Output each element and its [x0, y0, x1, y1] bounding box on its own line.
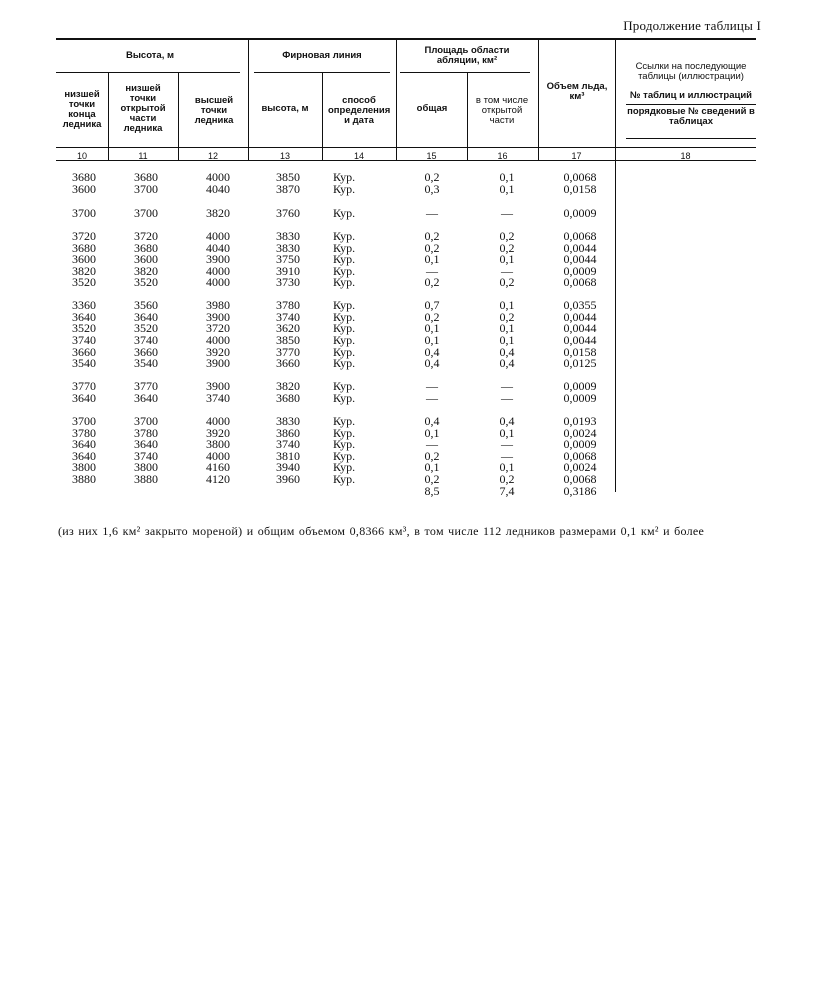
table-cell-c12: 3720 [206, 321, 230, 335]
table-cell-c10: 3720 [72, 229, 96, 243]
column-number: 12 [207, 151, 218, 161]
table-cell-c10: 3540 [72, 356, 96, 370]
table-cell-c13: 3680 [276, 391, 300, 405]
table-cell-c17: 0,0009 [563, 264, 597, 278]
column-number: 11 [138, 151, 148, 161]
table-cell-c14: Кур. [333, 182, 356, 196]
table-cell-c11: 3640 [134, 391, 158, 405]
table-cell-c11: 3880 [134, 472, 158, 486]
table-cell-c17: 0,0024 [563, 426, 597, 440]
table-cell-c16: — [501, 437, 513, 451]
table-cell-c10: 3700 [72, 206, 96, 220]
table-cell-c11: 3740 [134, 449, 158, 463]
column-rule [467, 72, 468, 161]
table-cell-c16: 0,2 [499, 275, 515, 289]
group-rule [626, 138, 756, 139]
header-height-group: Высота, м [125, 50, 175, 61]
table-cell-c16: — [501, 391, 513, 405]
table-cell-c15: 0,4 [424, 356, 440, 370]
table-cell-c12: 4040 [206, 182, 230, 196]
table-cell-c13: 3910 [276, 264, 300, 278]
table-cell-c17: 0,0068 [563, 229, 597, 243]
table-cell-c14: Кур. [333, 298, 356, 312]
header-col12: высшей точки ледника [194, 95, 234, 126]
table-cell-c13: 3830 [276, 414, 300, 428]
table-cell-c15: 0,2 [424, 449, 440, 463]
table-cell-c14: Кур. [333, 391, 356, 405]
column-number: 15 [426, 151, 437, 161]
table-cell-c16: 0,1 [499, 170, 515, 184]
group-rule [254, 72, 390, 73]
table-cell-c17: 0,0355 [563, 298, 597, 312]
total-cell-c17: 0,3186 [563, 484, 597, 498]
table-cell-c11: 3700 [134, 182, 158, 196]
table-cell-c16: — [501, 206, 513, 220]
column-number: 10 [76, 151, 87, 161]
header-col18-sub1: № таблиц и иллюстраций [629, 90, 753, 101]
table-cell-c11: 3780 [134, 426, 158, 440]
table-cell-c13: 3760 [276, 206, 300, 220]
page-title: Продолжение таблицы I [623, 18, 761, 33]
table-cell-c15: 0,4 [424, 414, 440, 428]
table-cell-c13: 3620 [276, 321, 300, 335]
table-cell-c12: 4040 [206, 241, 230, 255]
table-cell-c15: 0,1 [424, 426, 440, 440]
table-cell-c12: 4000 [206, 414, 230, 428]
table-cell-c11: 3520 [134, 321, 158, 335]
table-cell-c14: Кур. [333, 229, 356, 243]
table-cell-c17: 0,0158 [563, 345, 597, 359]
table-cell-c17: 0,0009 [563, 391, 597, 405]
table-cell-c13: 3860 [276, 426, 300, 440]
column-number: 16 [497, 151, 508, 161]
table-cell-c12: 3920 [206, 345, 230, 359]
table-cell-c14: Кур. [333, 460, 356, 474]
table-cell-c14: Кур. [333, 310, 356, 324]
table-cell-c15: 0,2 [424, 229, 440, 243]
column-rule [396, 40, 397, 161]
table-cell-c16: 0,1 [499, 182, 515, 196]
table-cell-c14: Кур. [333, 333, 356, 347]
header-col18-title: Ссылки на последующие таблицы (иллюстрации) [635, 61, 747, 82]
table-cell-c16: — [501, 449, 513, 463]
header-col14: способ определения и дата [328, 95, 391, 126]
table-cell-c10: 3640 [72, 391, 96, 405]
table-cell-c12: 4000 [206, 170, 230, 184]
table-cell-c12: 3900 [206, 356, 230, 370]
table-cell-c14: Кур. [333, 426, 356, 440]
table-top-rule [56, 38, 756, 40]
table-cell-c16: — [501, 379, 513, 393]
table-cell-c16: 0,2 [499, 472, 515, 486]
table-cell-c17: 0,0044 [563, 333, 597, 347]
table-cell-c14: Кур. [333, 275, 356, 289]
table-cell-c15: 0,2 [424, 170, 440, 184]
table-cell-c11: 3640 [134, 437, 158, 451]
table-cell-c12: 4000 [206, 449, 230, 463]
table-cell-c15: 0,1 [424, 460, 440, 474]
table-cell-c12: 3900 [206, 379, 230, 393]
table-cell-c12: 4160 [206, 460, 230, 474]
table-cell-c11: 3820 [134, 264, 158, 278]
table-cell-c10: 3780 [72, 426, 96, 440]
header-col13: высота, м [261, 103, 309, 114]
table-cell-c13: 3750 [276, 252, 300, 266]
table-cell-c11: 3560 [134, 298, 158, 312]
table-cell-c16: 0,1 [499, 460, 515, 474]
header-col16: в том числе открытой части [475, 95, 529, 126]
table-cell-c11: 3520 [134, 275, 158, 289]
table-cell-c16: 0,1 [499, 321, 515, 335]
table-cell-c11: 3640 [134, 310, 158, 324]
table-cell-c14: Кур. [333, 414, 356, 428]
column-number: 17 [571, 151, 582, 161]
header-bottom-rule [56, 147, 756, 148]
table-cell-c15: 0,7 [424, 298, 440, 312]
table-cell-c15: — [426, 391, 438, 405]
table-cell-c17: 0,0009 [563, 206, 597, 220]
table-cell-c10: 3640 [72, 310, 96, 324]
table-cell-c13: 3830 [276, 229, 300, 243]
table-cell-c12: 3920 [206, 426, 230, 440]
table-cell-c11: 3680 [134, 170, 158, 184]
table-cell-c10: 3600 [72, 252, 96, 266]
table-cell-c14: Кур. [333, 252, 356, 266]
table-cell-c14: Кур. [333, 437, 356, 451]
table-cell-c17: 0,0044 [563, 241, 597, 255]
table-cell-c17: 0,0068 [563, 449, 597, 463]
table-cell-c12: 4000 [206, 264, 230, 278]
table-cell-c10: 3640 [72, 449, 96, 463]
header-col11: низшей точки открытой части ледника [120, 83, 166, 134]
table-cell-c10: 3680 [72, 170, 96, 184]
table-cell-c11: 3540 [134, 356, 158, 370]
group-rule [400, 72, 530, 73]
table-cell-c16: — [501, 264, 513, 278]
table-cell-c17: 0,0009 [563, 379, 597, 393]
table-cell-c11: 3720 [134, 229, 158, 243]
column-number: 13 [279, 151, 290, 161]
footnote: (из них 1,6 км² закрыто мореной) и общим объемом 0,8366 км³, в том числе 112 ледников размерами 0,1 км² и более [58, 524, 705, 538]
table-cell-c10: 3820 [72, 264, 96, 278]
total-cell-c15: 8,5 [424, 484, 440, 498]
table-cell-c14: Кур. [333, 206, 356, 220]
table-cell-c14: Кур. [333, 356, 356, 370]
table-cell-c17: 0,0009 [563, 437, 597, 451]
table-cell-c10: 3520 [72, 321, 96, 335]
table-cell-c11: 3740 [134, 333, 158, 347]
table-cell-c17: 0,0125 [563, 356, 597, 370]
table-cell-c17: 0,0044 [563, 252, 597, 266]
table-cell-c10: 3640 [72, 437, 96, 451]
header-col10: низшей точки конца ледника [62, 89, 102, 130]
total-cell-c16: 7,4 [499, 484, 515, 498]
table-cell-c14: Кур. [333, 472, 356, 486]
column-number: 14 [353, 151, 364, 161]
table-cell-c11: 3660 [134, 345, 158, 359]
table-cell-c13: 3740 [276, 437, 300, 451]
table-cell-c11: 3680 [134, 241, 158, 255]
column-rule [178, 72, 179, 161]
table-cell-c15: — [426, 206, 438, 220]
table-cell-c11: 3770 [134, 379, 158, 393]
column-rule [108, 72, 109, 161]
table-cell-c15: 0,1 [424, 333, 440, 347]
table-cell-c12: 3740 [206, 391, 230, 405]
header-col15: общая [416, 103, 448, 114]
table-cell-c12: 4120 [206, 472, 230, 486]
table-cell-c10: 3600 [72, 182, 96, 196]
table-cell-c11: 3700 [134, 206, 158, 220]
table-cell-c15: 0,1 [424, 252, 440, 266]
table-cell-c10: 3880 [72, 472, 96, 486]
table-cell-c13: 3740 [276, 310, 300, 324]
table-cell-c13: 3940 [276, 460, 300, 474]
table-cell-c11: 3600 [134, 252, 158, 266]
table-cell-c10: 3520 [72, 275, 96, 289]
column-number: 18 [680, 151, 691, 161]
table-cell-c17: 0,0158 [563, 182, 597, 196]
table-cell-c12: 4000 [206, 229, 230, 243]
group-rule [56, 72, 240, 73]
table-cell-c14: Кур. [333, 379, 356, 393]
table-cell-c15: — [426, 437, 438, 451]
header-ablation-group: Площадь области абляции, км² [424, 45, 510, 66]
header-col17: Объем льда, км³ [546, 81, 608, 102]
table-cell-c11: 3800 [134, 460, 158, 474]
table-cell-c13: 3820 [276, 379, 300, 393]
table-cell-c13: 3850 [276, 333, 300, 347]
table-cell-c17: 0,0068 [563, 275, 597, 289]
table-cell-c15: 0,3 [424, 182, 440, 196]
table-cell-c13: 3780 [276, 298, 300, 312]
table-cell-c16: 0,1 [499, 333, 515, 347]
table-cell-c15: — [426, 379, 438, 393]
table-cell-c13: 3730 [276, 275, 300, 289]
column-rule [615, 40, 616, 492]
header-firn-group: Фирновая линия [282, 50, 362, 61]
table-cell-c13: 3770 [276, 345, 300, 359]
table-cell-c12: 3900 [206, 252, 230, 266]
table-cell-c16: 0,2 [499, 229, 515, 243]
column-rule [538, 40, 539, 161]
table-cell-c14: Кур. [333, 321, 356, 335]
table-cell-c10: 3770 [72, 379, 96, 393]
table-cell-c15: 0,2 [424, 241, 440, 255]
table-cell-c17: 0,0024 [563, 460, 597, 474]
column-rule [248, 40, 249, 161]
table-cell-c17: 0,0044 [563, 321, 597, 335]
table-cell-c10: 3800 [72, 460, 96, 474]
table-cell-c12: 4000 [206, 275, 230, 289]
table-cell-c14: Кур. [333, 264, 356, 278]
table-cell-c10: 3700 [72, 414, 96, 428]
table-cell-c17: 0,0068 [563, 170, 597, 184]
table-cell-c16: 0,1 [499, 252, 515, 266]
table-cell-c13: 3960 [276, 472, 300, 486]
table-cell-c15: 0,1 [424, 321, 440, 335]
table-cell-c13: 3870 [276, 182, 300, 196]
table-cell-c16: 0,1 [499, 426, 515, 440]
table-cell-c17: 0,0068 [563, 472, 597, 486]
table-cell-c12: 3980 [206, 298, 230, 312]
table-cell-c13: 3830 [276, 241, 300, 255]
table-cell-c15: — [426, 264, 438, 278]
table-cell-c15: 0,4 [424, 345, 440, 359]
table-cell-c10: 3680 [72, 241, 96, 255]
table-cell-c17: 0,0044 [563, 310, 597, 324]
table-cell-c15: 0,2 [424, 472, 440, 486]
table-cell-c12: 3800 [206, 437, 230, 451]
table-cell-c16: 0,4 [499, 356, 515, 370]
table-cell-c16: 0,2 [499, 310, 515, 324]
table-cell-c16: 0,2 [499, 241, 515, 255]
table-cell-c13: 3660 [276, 356, 300, 370]
table-cell-c15: 0,2 [424, 275, 440, 289]
table-cell-c10: 3360 [72, 298, 96, 312]
table-cell-c10: 3740 [72, 333, 96, 347]
table-cell-c16: 0,4 [499, 345, 515, 359]
column-rule [322, 72, 323, 161]
table-cell-c16: 0,1 [499, 298, 515, 312]
table-cell-c15: 0,2 [424, 310, 440, 324]
table-cell-c10: 3660 [72, 345, 96, 359]
header-col18-sub2: порядковые № сведений в таблицах [627, 106, 755, 127]
table-cell-c13: 3810 [276, 449, 300, 463]
table-cell-c13: 3850 [276, 170, 300, 184]
table-cell-c16: 0,4 [499, 414, 515, 428]
group-rule [626, 104, 756, 105]
table-cell-c12: 3900 [206, 310, 230, 324]
table-cell-c17: 0,0193 [563, 414, 597, 428]
table-cell-c14: Кур. [333, 345, 356, 359]
table-cell-c12: 4000 [206, 333, 230, 347]
table-cell-c11: 3700 [134, 414, 158, 428]
table-cell-c12: 3820 [206, 206, 230, 220]
table-cell-c14: Кур. [333, 170, 356, 184]
table-cell-c14: Кур. [333, 449, 356, 463]
table-cell-c14: Кур. [333, 241, 356, 255]
